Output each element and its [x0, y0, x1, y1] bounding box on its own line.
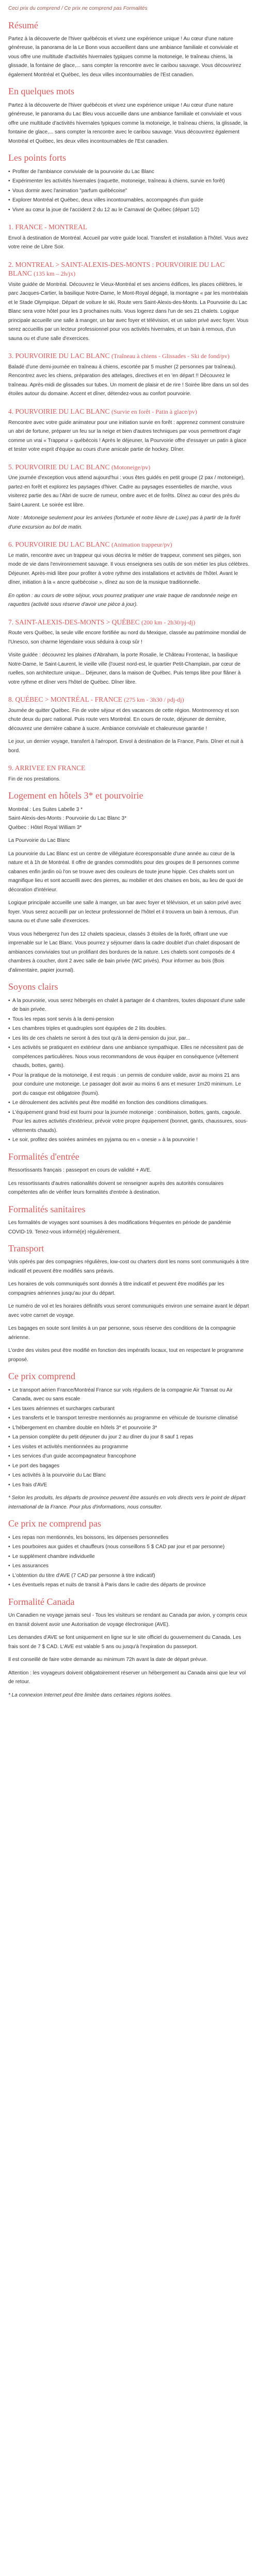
included-item: • Le port des bagages — [8, 1462, 250, 1471]
not-included-item: • Le supplément chambre individuelle — [8, 1552, 250, 1562]
not-included-item: • Les assurances — [8, 1562, 250, 1571]
meals-item: • Pour la pratique de la motoneige, il est requis : un permis de conduire valide, avoir au moins 21 ans pour conduire une motoneige. Le passager doit avoir au moins 6 ans et mesurer 1m20 minimum. Le port du casque est obligatoire (fourni). — [8, 1071, 250, 1098]
hotels-title: Logement en hôtels 3* et pourvoirie — [8, 790, 143, 801]
included-title: Ce prix comprend — [8, 1371, 75, 1382]
included-item: • Les activités à la pourvoirie du Lac Blanc — [8, 1471, 250, 1480]
hotel-paragraph: Vous vous hébergerez l'un des 12 chalets spacieux, classés 3 étoiles de la forêt, offrant une vue imprenable sur le Lac Blanc. Vous pourrez y séjourner dans la cadre doublet d'un chalet disposant de ambiances conviviales tout un prolifiant des bordures de la nature. Les chalets sont composés de 4 chambres à coucher, dont 2 avec salle de bain privée (WC privés). Pour informer au bois (Bois d'alimentaire, papier journal). — [8, 931, 240, 973]
included-item: • L'hébergement en chambre double en hôtels 3* et pourvoirie 3* — [8, 1423, 250, 1433]
footer-note: * La connexion Internet peut être limitée dans certaines régions isolées. — [8, 1692, 172, 1698]
included-note: * Selon les produits, les départs de province peuvent être assurés en vols directs vers le point de départ international de la France. Pour plus d'informations, nous consulter. — [8, 1495, 246, 1510]
not-included-title: Ce prix ne comprend pas — [8, 1518, 101, 1529]
step-text: Une journée d'exception vous attend aujourd'hui : vous êtes guidés en petit groupe (2 pax / motoneige), partez-en forêt et explorez les paysages d'hiver. Cadre au paysages essentielles de marche, vous visiterez partie des au l'Abri de sucre de rumeur, ombre avec et de forêts. Dînez au cœur des près du Saint-Laurent. Le soirée est libre. — [8, 475, 245, 508]
hotel-line: Québec : Hôtel Royal William 3* — [8, 824, 82, 831]
not-included-item: • Les repas non mentionnés, les boissons, les dépenses personnelles — [8, 1533, 250, 1543]
hotel-line: Saint-Alexis-des-Monts : Pourvoirie du Lac Blanc 3* — [8, 816, 126, 822]
hotel-paragraph: La pourvoirie du Lac Blanc est un centre de villégiature écoresponsable d'une année au cœur de la nature et à 1h de Montréal. Il offre de grandes commodités pour des groupes de 8 personnes comme cabanes enfin jardin où l'on se trouve avec des couleurs de toute jeune hippie. Ces chalets sont un magnifique lieu et sont accueilli avec des pierres, au mobilier et des chaises en bois, au lieu de quoi de décoration d'intérieur. — [8, 851, 244, 893]
step-title: 5. POURVOIRIE DU LAC BLANC (Motoneige/pv) — [8, 463, 151, 471]
included-item: • Le transport aérien France/Montréal France sur vols réguliers de la compagnie Air Transat ou Air Canada, avec ou sans escale — [8, 1386, 250, 1404]
strong-points-list — [8, 167, 250, 215]
departure-text: Il est conseillé de faire votre demande au minimum 72h avant la date de départ prévue. — [8, 1657, 208, 1663]
intro-note: Ceci prix du comprend / Ce prix ne comprend pas Formalités — [8, 6, 148, 11]
not-included-list — [8, 1533, 250, 1590]
formalities-text: Les ressortissants d'autres nationalités doivent se renseigner auprès des autorités consulaires compétentes afin de vérifier leurs formalités d'entrée à destination. — [8, 1180, 224, 1196]
transport-title: Transport — [8, 1243, 44, 1254]
step-title: 9. ARRIVEE EN FRANCE — [8, 764, 86, 772]
hotel-paragraph: La Pourvoirie du Lac Blanc — [8, 838, 70, 844]
health-text: Les formalités de voyages sont soumises à des modifications fréquentes en période de pandémie COVID-19. Tenez-vous informé(e) régulièrement. — [8, 1220, 231, 1235]
meals-item: • Le déroulement des activités peut être modifié en fonction des conditions climatiques. — [8, 1098, 250, 1108]
step-text: Le matin, rencontre avec un trappeur qui vous décrira le métier de trappeur, comment ses pièges, son mode de vie dans l'environnement sauvage. Il vous enseignera ses outils de son métier les plus célèbres. Déjeuner. Après-midi libre pour profiter à votre rythme des installations et activités de l'hôtel. Avant le dîner, initiation à la « ancre québécoise », dînez au son de la musique traditionnelle. — [8, 552, 250, 586]
strong-points-title: Les points forts — [8, 152, 66, 163]
transport-text: Les horaires de vols communiqués sont donnés à titre indicatif et peuvent être modifiés par les compagnies aériennes jusqu'au jour du départ. — [8, 1281, 224, 1296]
step-text: Visite guidée : découvrez les plaines d'Abraham, la porte Rosalie, le Château Frontenac, la basilique Notre-Dame, le Saint-Laurent, le vieille ville (l'ouest nord-est, le quartier Petit-Champlain, par cœur de ruelles, son architecture unique... Déjeuner, dans la maison de Québec. Puis temps libre pour flâner à votre rythme et dîner vers l'hôtel de Québec. Dîner libre. — [8, 652, 241, 685]
step-note: En option : au cours de votre séjour, vous pourrez pratiquer une vraie traque de randonnée neige en raquettes (activité sous réserve d'avoir une pièce à jour). — [8, 592, 237, 608]
transport-text: Les bagages en soute sont limités à un par personne, sous réserve des conditions de la compagnie aérienne. — [8, 1326, 236, 1341]
step-text: Rencontre avec votre guide animateur pour une initiation survie en forêt : apprenez comment construire un abri de fortune, préparer un feu sur la neige et bien d'autres techniques par vous permettront d'agir comme un vrai « Trappeur » québécois ! Après le déjeuner, la Pourvoirie offre d'essayer un patin à glace et tester votre esprit d'équipe au cours d'une amicale partie de hockey. Dîner. — [8, 419, 247, 453]
included-item: • Les services d'un guide accompagnateur francophone — [8, 1452, 250, 1461]
included-item: • Les transferts et le transport terrestre mentionnés au programme en véhicule de tourisme climatisé — [8, 1414, 250, 1423]
departure-text: Attention : les voyageurs doivent obligatoirement réserver un hébergement au Canada ainsi que leur vol de retour. — [8, 1670, 246, 1685]
meals-item: • L'équipement grand froid est fourni pour la journée motoneige : combinaison, bottes, gants, cagoule. Pour les autres activités d'extérieur, prévoir votre propre équipement (bonnet, gants, chaussures, sous-vêtements chauds). — [8, 1108, 250, 1136]
hotels-list — [8, 805, 250, 833]
departure-title: Formalité Canada — [8, 1596, 75, 1607]
meals-title: Soyons clairs — [8, 981, 58, 992]
included-item: • Les frais d'AVE — [8, 1481, 250, 1490]
not-included-item: • L'obtention du titre d'AVE (7 CAD par personne à titre indicatif) — [8, 1571, 250, 1581]
step-title: 7. SAINT-ALEXIS-DES-MONTS > QUÉBEC (200 km - 2h30/pj-dj) — [8, 618, 196, 626]
strong-point-item: • Vous dormir avec l'animation "parfum québécoise" — [8, 187, 250, 196]
step-title: 2. MONTREAL > SAINT-ALEXIS-DES-MONTS : POURVOIRIE DU LAC BLANC (135 km – 2h/jx) — [8, 260, 225, 278]
departure-text: Les demandes d'AVE se font uniquement en ligne sur le site officiel du gouvernement du Canada. Les frais sont de 7 $ CAD. L'AVE est valable 5 ans ou jusqu'à l'expiration du passeport. — [8, 1635, 241, 1650]
included-list — [8, 1386, 250, 1490]
meals-list — [8, 996, 250, 1145]
included-item: • Les taxes aériennes et surcharges carburant — [8, 1404, 250, 1414]
summary-text: Partez à la découverte de l'hiver québécois et vivez une expérience unique ! Au cœur d'une nature généreuse, la panorama de la Le Bonn vous accueillent dans une ambiance familiale et conviviale et vous offre une multitude d'activités hivernales typiques comme la motoneige, le traîneau chiens, la glissade, la fontaine de glace,... sans compter la rencontre avec le caribou sauvage. Vous découvrirez également Montréal et Québec, les deux villes incontournables de l'Est canadien. — [8, 36, 241, 78]
step-title: 4. POURVOIRIE DU LAC BLANC (Survie en forêt - Patin à glace/pv) — [8, 407, 197, 415]
meals-item: • Tous les repas sont servis à la demi-pension — [8, 1015, 250, 1024]
meals-item: • Les chambres triples et quadruples sont équipées de 2 lits doubles. — [8, 1024, 250, 1033]
step-text: Journée de quitter Québec. Fin de votre séjour et des vacances de cette région. Montmorency et son chute deux du parc national. Puis route vers Montréal. En cours de route, déjeuner de dernière, découvrez une dernière cabane à sucre. Ambiance conviviale et chaleureuse garantie ! — [8, 707, 239, 732]
meals-item: • A la pourvoirie, vous serez hébergés en chalet à partager de 4 chambres, toutes disposant d'une salle de bain privée. — [8, 996, 250, 1014]
hotel-paragraph: Logique principale accueille une salle à manger, un bar avec foyer et télévision, et un salon privé avec foyer. Vous serez accueilli par un lecteur professionnel de l'hôtel et il trouvera un bain à remous, d'un sauna ou et d'une salle d'exercices. — [8, 900, 241, 924]
step-text: Visite guidée de Montréal. Découvrez le Vieux-Montréal et ses anciens édifices, les places célèbres, le parc Jacques-Cartier, la basilique Notre-Dame, le Mont-Royal dégagé, la montagne « par les montréalais et le Stade Olympique. Départ de voiture le ski, Route vers Saint-Alexis-des-Monts. La Pourvoirie du Lac Blanc sera votre hôtel pour les 3 prochaines nuits. Vous logerez dans l'un de ses 21 chalets. Logique principale accueille une salle à manger, un bar avec foyer et télévision, et un salon privé avec foyer. Vous serez accueillis par un lecteur professionnel pour vos activités hivernales, et un bain à remous, d'un sauna ou et d'une salle d'exercices. — [8, 281, 249, 342]
meals-item: • Les activités se pratiquent en extérieur dans une ambiance sympathique. Elles ne nécessitent pas de compétences particulières. Nous vous recommandons de vous équiper en conséquence (vêtement chauds, bottes, gants). — [8, 1043, 250, 1071]
step-title: 1. FRANCE - MONTREAL — [8, 223, 88, 231]
step-title: 6. POURVOIRIE DU LAC BLANC (Animation trappeur/pv) — [8, 540, 172, 549]
formalities-title: Formalités d'entrée — [8, 1151, 79, 1162]
not-included-item: • Les éventuels repas et nuits de transit à Paris dans le cadre des départs de province — [8, 1581, 250, 1590]
formalities-text: Ressortissants français : passeport en cours de validité + AVE. — [8, 1167, 152, 1174]
step-text: Envol à destination de Montréal. Accueil par votre guide local. Transfert et installation à l'hôtel. Vous avez votre reine de Libre Soir. — [8, 235, 248, 250]
step-title: 3. POURVOIRIE DU LAC BLANC (Traîneau à chiens - Glissades - Ski de fond/pv) — [8, 352, 230, 360]
step-text: Le jour, un dernier voyage, transfert à l'aéroport. Envol à destination de la France, Paris. Dîner et nuit à bord. — [8, 739, 244, 754]
strong-point-item: • Explorer Montréal et Québec, deux villes incontournables, accompagnés d'un guide — [8, 196, 250, 205]
meals-item: • Le soir, profitez des soirées animées en pyjama ou en « onesie » à la pourvoirie ! — [8, 1136, 250, 1145]
meals-item: • Les lits de ces chalets ne seront à des tout qu'à la demi-pension du jour, par... — [8, 1034, 250, 1043]
highlights-text: Partez à la découverte de l'hiver québécois et vivez une expérience unique ! Au cœur d'une nature généreuse, le panorama du Lac Bleu vous accueille dans une ambiance familiale et conviviale et vous offre une multitude d'activités hivernales typiques comme la motoneige, le traîneau chiens, la glissade, la fontaine de glace,... sans compter la rencontre avec le caribou sauvage. Vous découvrirez également Montréal et Québec, les deux villes incontournables de l'Est canadien. — [8, 102, 248, 144]
health-title: Formalités sanitaires — [8, 1204, 86, 1214]
transport-text: Le numéro de vol et les horaires définitifs vous seront communiqués environ une semaine avant le départ avec votre carnet de voyage. — [8, 1303, 249, 1318]
step-text: Route vers Québec, la seule ville encore fortifiée au nord du Mexique, classée au patrimoine mondial de l'Unesco, son charme légendaire vous séduira à coup sûr ! — [8, 630, 246, 645]
summary-title: Résumé — [8, 20, 38, 30]
highlights-title: En quelques mots — [8, 86, 74, 97]
step-note: Note : Motoneige seulement pour les arrivées (fortunée et notre lièvre de Luxe) pas à partir de la forêt d'une excursion au bol de matin. — [8, 515, 240, 530]
strong-point-item: • Expérimenter les activités hivernales (raquette, motoneige, traîneau à chiens, survie en forêt) — [8, 177, 250, 186]
step-text: Fin de nos prestations. — [8, 776, 61, 782]
departure-text: Un Canadien ne voyage jamais seul - Tous les visiteurs se rendant au Canada par avion, y compris ceux en transit doivent avoir une Autorisation de voyage électronique (AVE). — [8, 1613, 247, 1628]
strong-point-item: • Vivre au cœur la joue de l'accident 2 du 12 au le Carnaval de Québec (départ 1/2) — [8, 206, 250, 215]
hotel-line: Montréal : Les Suites Labelle 3 * — [8, 806, 83, 812]
included-item: • Les visites et activités mentionnées au programme — [8, 1443, 250, 1452]
not-included-item: • Les pourboires aux guides et chauffeurs (nous conseillons 5 $ CAD par jour et par personne) — [8, 1543, 250, 1552]
transport-text: L'ordre des visites peut être modifié en fonction des impératifs locaux, tout en respectant le programme proposé. — [8, 1348, 244, 1363]
transport-text: Vols opérés par des compagnies régulières, low-cost ou charters dont les noms sont communiqués à titre indicatif et peuvent être modifiés sans préavis. — [8, 1259, 249, 1274]
itinerary — [8, 223, 250, 784]
step-title: 8. QUÉBEC > MONTRÉAL - FRANCE (275 km - 3h30 / pdj-dj) — [8, 696, 184, 704]
included-item: • La pension complète du petit déjeuner du jour 2 au dîner du jour 8 sauf 1 repas — [8, 1433, 250, 1442]
strong-point-item: • Profiter de l'ambiance conviviale de la pourvoirie du Lac Blanc — [8, 167, 250, 177]
step-text: Baladé d'une demi-journée en traîneau à chiens, escortée par 5 musher (2 personnes par traîneau). Rencontrez avec les chiens, préparation des attelages, directives et en 'en départ !! Découvrez le traîneau. Après-midi de glissades sur tubes. Un moment de plaisir et de rire ! Soirée libre dans un sol des étoiles autour du domaine. Accent et dîner, détendez-vous au confort pourvoirie. — [8, 364, 249, 397]
